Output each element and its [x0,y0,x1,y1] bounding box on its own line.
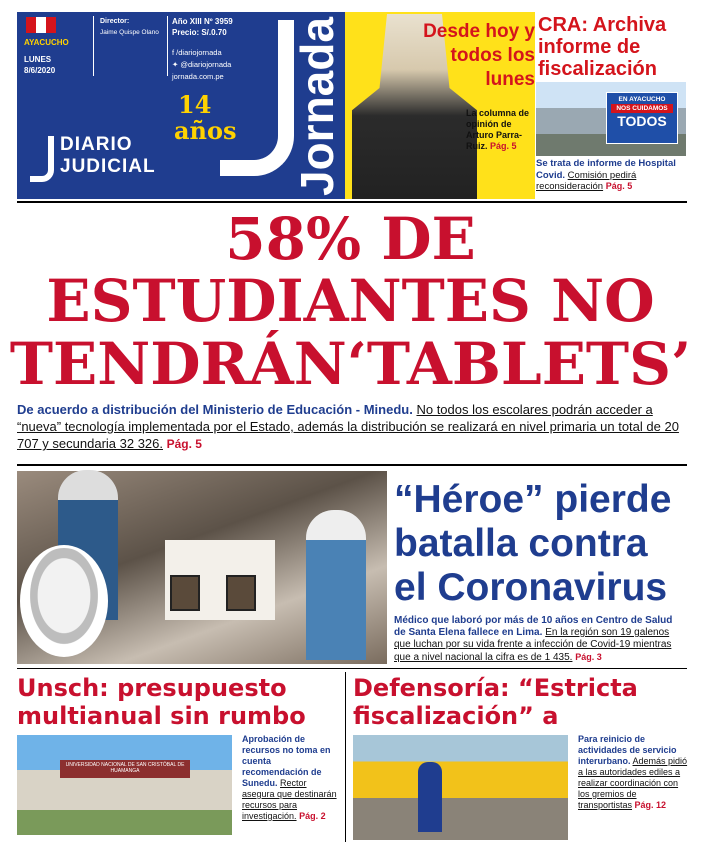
memorial-portrait-right [226,575,256,611]
masthead-divider [93,16,94,76]
defensoria-title: Defensoría: “Estricta fiscalización” a [353,674,638,730]
cra-caption-bold: Se trata de informe de Hospital Covid. [536,158,676,181]
top-rule [17,201,687,203]
unsch-text-rest: Rector asegura que destinarán recursos para investigación. [242,778,337,821]
main-lead-rest: No todos los escolares podrán acceder a “nueva” tecnología implementada por el Estado, además la distribución se realizará en nivel primaria un total de 20 707 y secundaria 32 326. [17,402,679,451]
brand-line2: JUDICIAL [60,156,156,177]
defensoria-photo [353,735,568,840]
twitter-handle: @diariojornada [180,60,232,69]
hero-title: “Héroe” pierde batalla contra el Coronavirus [394,478,672,609]
unsch-gate-sign: UNIVERSIDAD NACIONAL DE SAN CRISTÓBAL DE HUAMANGA [60,760,190,778]
main-page: Pág. 5 [166,437,202,451]
brand-line1: DIARIO [60,134,133,155]
mid-rule [17,464,687,466]
unsch-page: Pág. 2 [299,811,326,821]
hero-lead-rest: En la región son 19 galenos que luchan por su vida frente a infección de Covid-19 mientras que a nivel nacional la cifra es de 1 435. [394,627,672,663]
column-divider [345,672,346,842]
price: Precio: S/.0.70 [172,28,227,37]
director-label: Director: [100,18,130,25]
brand-j-icon [30,136,54,182]
region: AYACUCHO [24,38,69,47]
hero-lead [394,615,686,664]
unsch-photo [17,735,232,835]
columnist-text [466,108,534,152]
twitter-icon: ✦ [172,60,181,69]
banner-line2: NOS CUIDAMOS [611,104,673,113]
hero-page: Pág. 3 [575,652,602,662]
headline-line3: TENDRÁN‘TABLETS’ [9,330,692,398]
main-lead-bold: De acuerdo a distribución del Ministerio de Educación - Minedu. [17,402,413,417]
day: LUNES [24,55,52,64]
date: 8/6/2020 [24,66,56,75]
main-lead [17,401,685,453]
banner-line3: TODOS [617,113,667,129]
unsch-text-bold: Aprobación de recursos no toma en cuenta recomendación de Sunedu. [242,734,331,788]
facebook-icon: f [172,48,177,57]
defensoria-page: Pág. 12 [634,800,667,810]
columnist-title: Desde hoy y todos los lunes [423,21,535,90]
columnist-text-body: La columna de opinión de Arturo Parra-Ruiz. [466,108,530,151]
logo-jornada: Jornada [291,17,343,196]
cra-caption-rest: Comisión pedirá reconsideración [536,169,637,192]
masthead-divider [167,16,168,76]
cra-page: Pág. 5 [605,181,633,191]
cra-title: CRA: Archiva informe de fiscalización [538,14,667,80]
unsch-title: Unsch: presupuesto multianual sin rumbo [17,674,306,730]
lower-rule [17,668,687,669]
defensoria-text-bold: Para reinicio de actividades de servicio interurbano. [578,734,677,766]
banner-line1: EN AYACUCHO [618,96,666,103]
unsch-text [242,734,337,822]
facebook-handle: /diariojornada [176,48,222,57]
peru-flag-icon [26,17,56,33]
covid-banner [606,92,678,144]
headline-line2: ESTUDIANTES NO [46,267,655,335]
anniversary-word: años [174,116,237,145]
issue-number: Año XIII Nº 3959 [172,17,233,26]
doctor-portrait [20,545,108,657]
website: jornada.com.pe [172,72,224,81]
hero-lead-bold: Médico que laboró por más de 10 años en Centro de Salud de Santa Elena fallece en Lima. [394,615,673,638]
anniversary-number: 14 [178,90,212,119]
defensoria-text-rest: Además pidió a las autoridades ediles a realizar coordinación con los gremios de transportistas [578,756,688,810]
nurse-right [306,510,366,660]
defensoria-text [578,734,688,811]
cra-caption [536,158,688,193]
headline-line1: 58% DE [225,205,476,273]
inspector-figure [418,762,442,832]
facebook-row [172,48,222,58]
columnist-page: Pág. 5 [490,141,517,151]
director-name: Jaime Quispe Olano [100,29,159,36]
jornada-j-icon [220,20,294,176]
memorial-portrait-left [170,575,200,611]
